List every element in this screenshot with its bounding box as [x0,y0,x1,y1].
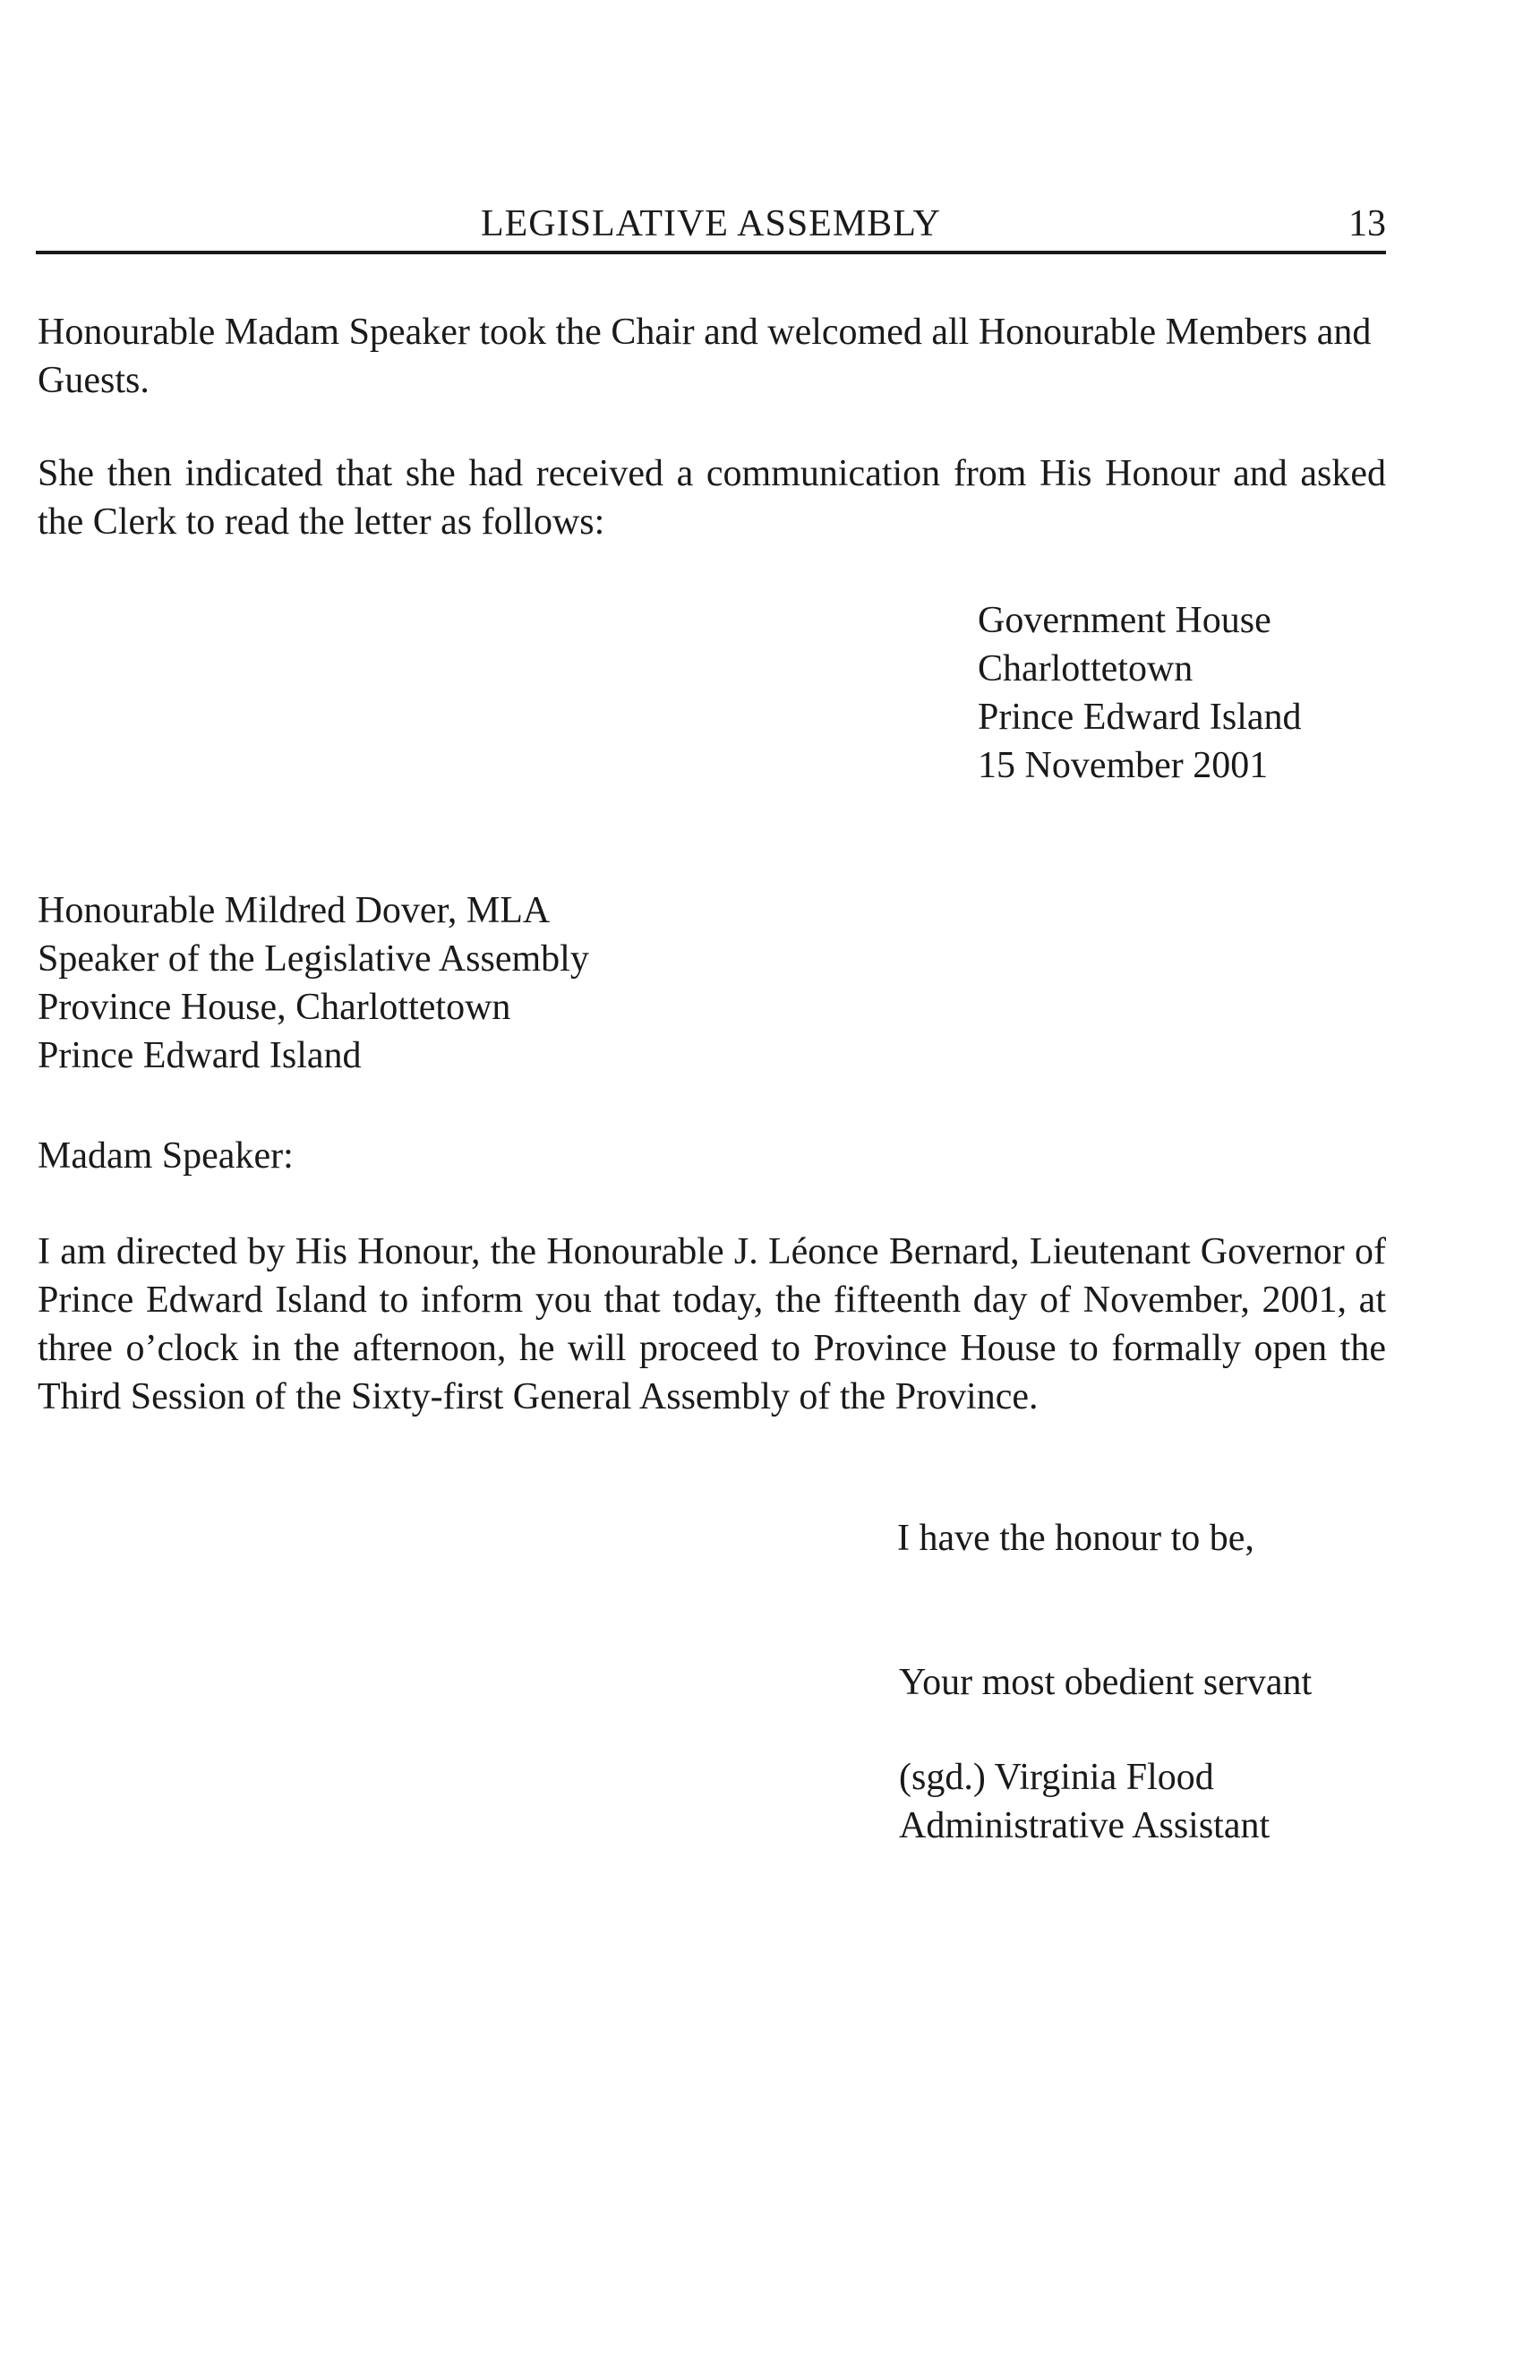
recipient-address [38,886,589,1080]
salutation: Madam Speaker: [38,1135,294,1177]
page-number: 13 [1348,203,1386,244]
communication-paragraph: She then indicated that she had received a communication from His Honour and asked the Clerk to read the letter as follows: [38,453,1386,543]
letter-body: I am directed by His Honour, the Honourable J. Léonce Bernard, Lieutenant Governor of Prince Edward Island to inform you that today, the fifteenth day of November, 2001, at three o’clock in the afternoon, he will proceed to Province House to formally open the Third Session of the Sixty-first General Assembly of the Province. [38,1231,1386,1417]
sender-address-line: Charlottetown [978,648,1194,689]
recipient-address-line: Honourable Mildred Dover, MLA [38,890,551,931]
recipient-address-line: Speaker of the Legislative Assembly [38,938,589,980]
header-title: LEGISLATIVE ASSEMBLY [481,203,941,244]
valediction: Your most obedient servant [899,1662,1313,1703]
signature-name: (sgd.) Virginia Flood [899,1757,1214,1798]
header-rule [36,251,1386,254]
intro-paragraph: Honourable Madam Speaker took the Chair and welcomed all Honourable Members and Guests. [38,312,1372,401]
sender-address-line: Government House [978,600,1271,641]
letter-date: 15 November 2001 [978,745,1269,786]
signature-block [899,1753,1270,1850]
sender-address [978,596,1302,790]
sender-address-line: Prince Edward Island [978,697,1302,738]
recipient-address-line: Prince Edward Island [38,1035,362,1076]
signature-title: Administrative Assistant [899,1805,1270,1846]
recipient-address-line: Province House, Charlottetown [38,987,511,1028]
running-header [36,201,1386,254]
closing: I have the honour to be, [897,1518,1254,1559]
